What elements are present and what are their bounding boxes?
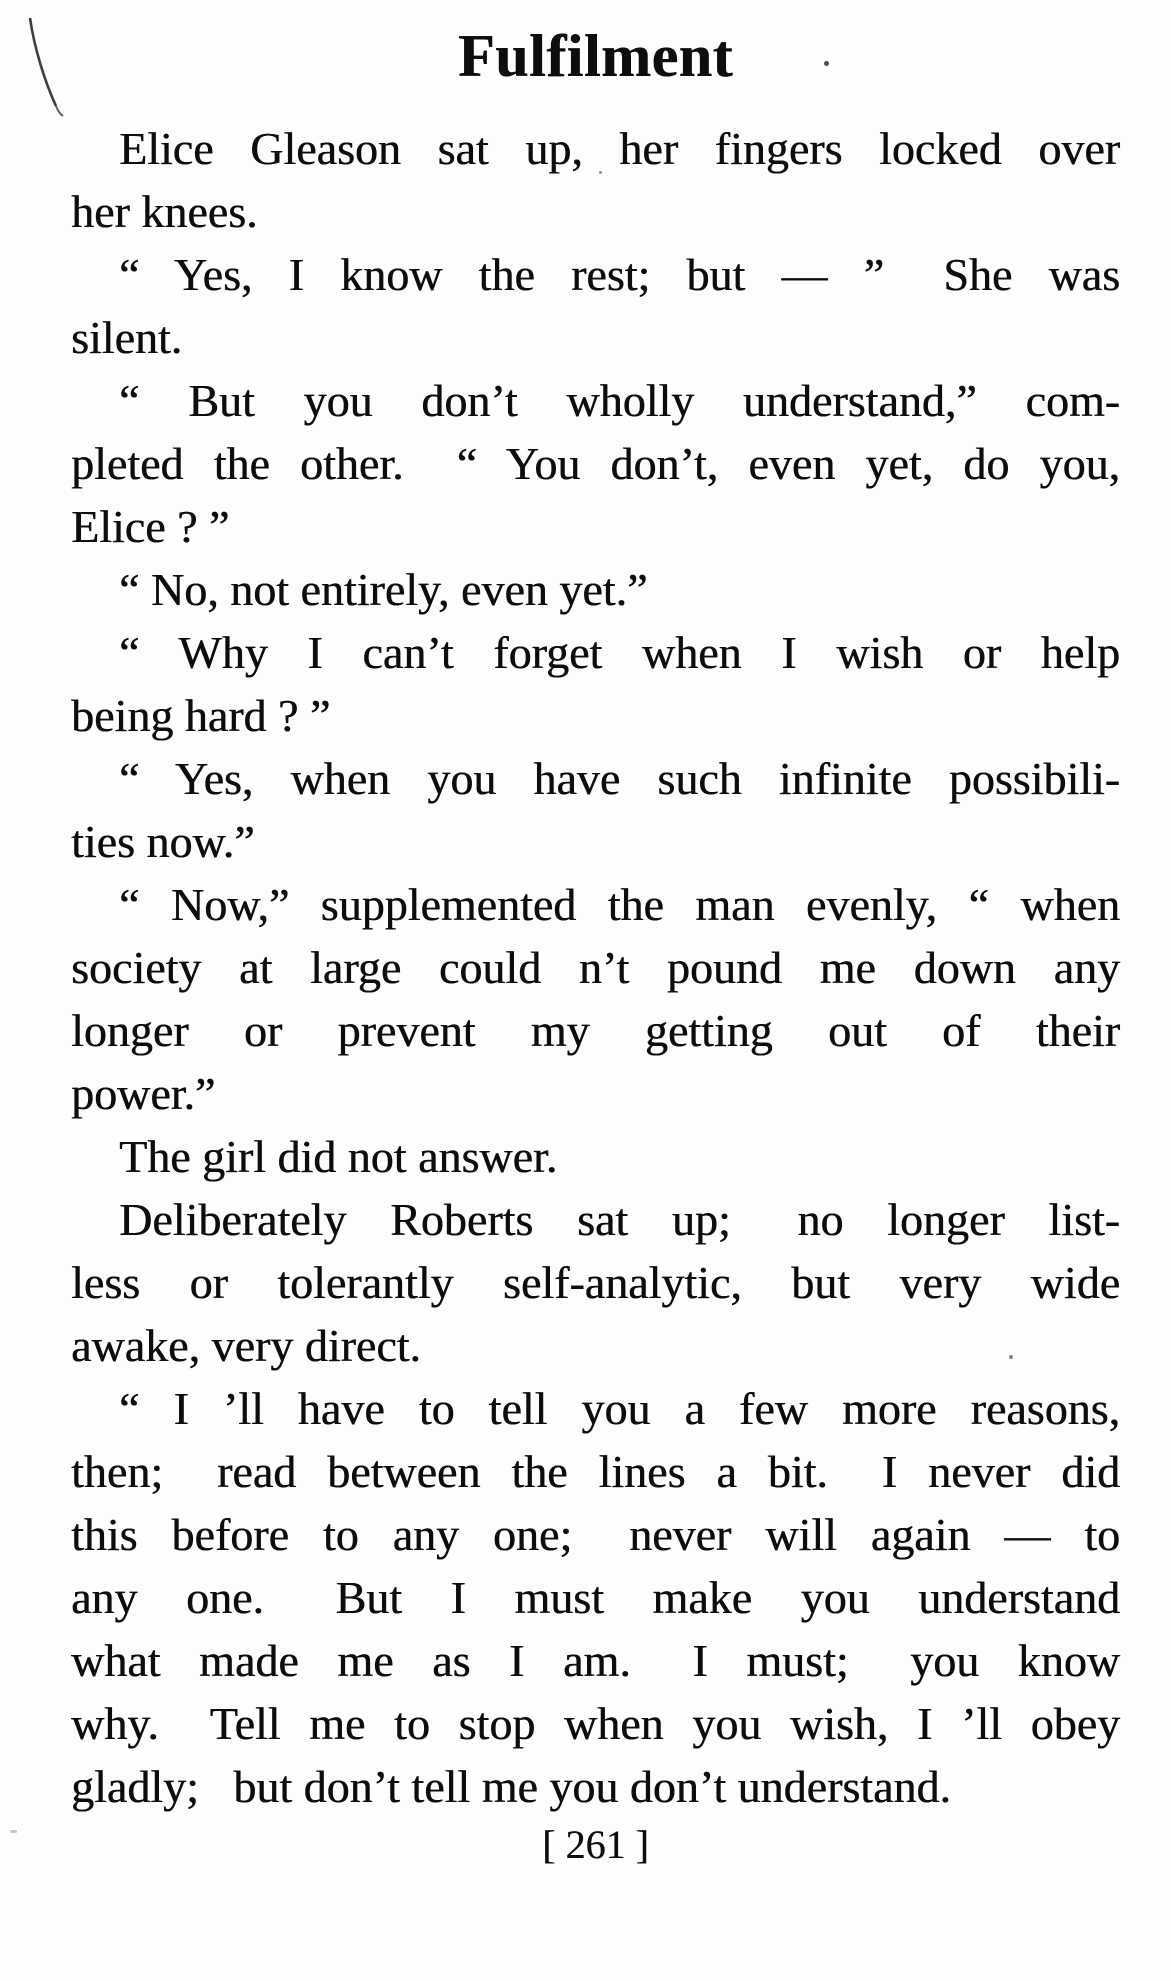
- paragraph: [71, 747, 1120, 873]
- text-line: why. Tell me to stop when you wish, I ’ll obey: [71, 1698, 1120, 1749]
- text-line: then; read between the lines a bit. I never did: [71, 1446, 1120, 1497]
- text-line: what made me as I am. I must; you know: [71, 1635, 1120, 1686]
- text-line: The girl did not answer.: [119, 1131, 558, 1182]
- text-line: “ Yes, I know the rest; but — ” She was: [119, 249, 1120, 300]
- text-line: “ Why I can’t forget when I wish or help: [119, 627, 1120, 678]
- text-line: “ No, not entirely, even yet.”: [119, 564, 648, 615]
- text-line: longer or prevent my getting out of their: [71, 1005, 1120, 1056]
- text-line: awake, very direct.: [71, 1320, 421, 1371]
- paragraph: [71, 369, 1120, 558]
- text-line: pleted the other. “ You don’t, even yet, do you,: [71, 438, 1120, 489]
- text-line: her knees.: [71, 186, 258, 237]
- text-line: power.”: [71, 1068, 216, 1119]
- text-line: less or tolerantly self-analytic, but very wide: [71, 1257, 1120, 1308]
- text-line: this before to any one; never will again — to: [71, 1509, 1120, 1560]
- text-line: gladly; but don’t tell me you don’t understand.: [71, 1761, 951, 1812]
- ink-speck: [10, 1830, 17, 1833]
- text-line: silent.: [71, 312, 183, 363]
- text-line: Deliberately Roberts sat up; no longer list-: [119, 1194, 1120, 1245]
- paragraph: [71, 117, 1120, 243]
- text-line: being hard ? ”: [71, 690, 331, 741]
- paragraph: [71, 873, 1120, 1125]
- paragraph: [71, 621, 1120, 747]
- text-line: “ But you don’t wholly understand,” com-: [119, 375, 1120, 426]
- text-line: Elice Gleason sat up, her fingers locked over: [119, 123, 1120, 174]
- body-text: [71, 117, 1120, 1818]
- text-line: ties now.”: [71, 816, 255, 867]
- paragraph: [71, 1125, 1120, 1188]
- text-line: “ I ’ll have to tell you a few more reasons,: [119, 1383, 1120, 1434]
- text-line: society at large could n’t pound me down any: [71, 942, 1120, 993]
- paragraph: [71, 1377, 1120, 1818]
- paragraph: [71, 1188, 1120, 1377]
- text-line: “ Yes, when you have such infinite possibili-: [119, 753, 1120, 804]
- page-title: Fulfilment: [458, 23, 733, 89]
- paragraph: [71, 243, 1120, 369]
- text-line: Elice ? ”: [71, 501, 230, 552]
- text-line: “ Now,” supplemented the man evenly, “ when: [119, 879, 1120, 930]
- page-number: [ 261 ]: [542, 1822, 649, 1867]
- paragraph: [71, 558, 1120, 621]
- text-line: any one. But I must make you understand: [71, 1572, 1120, 1623]
